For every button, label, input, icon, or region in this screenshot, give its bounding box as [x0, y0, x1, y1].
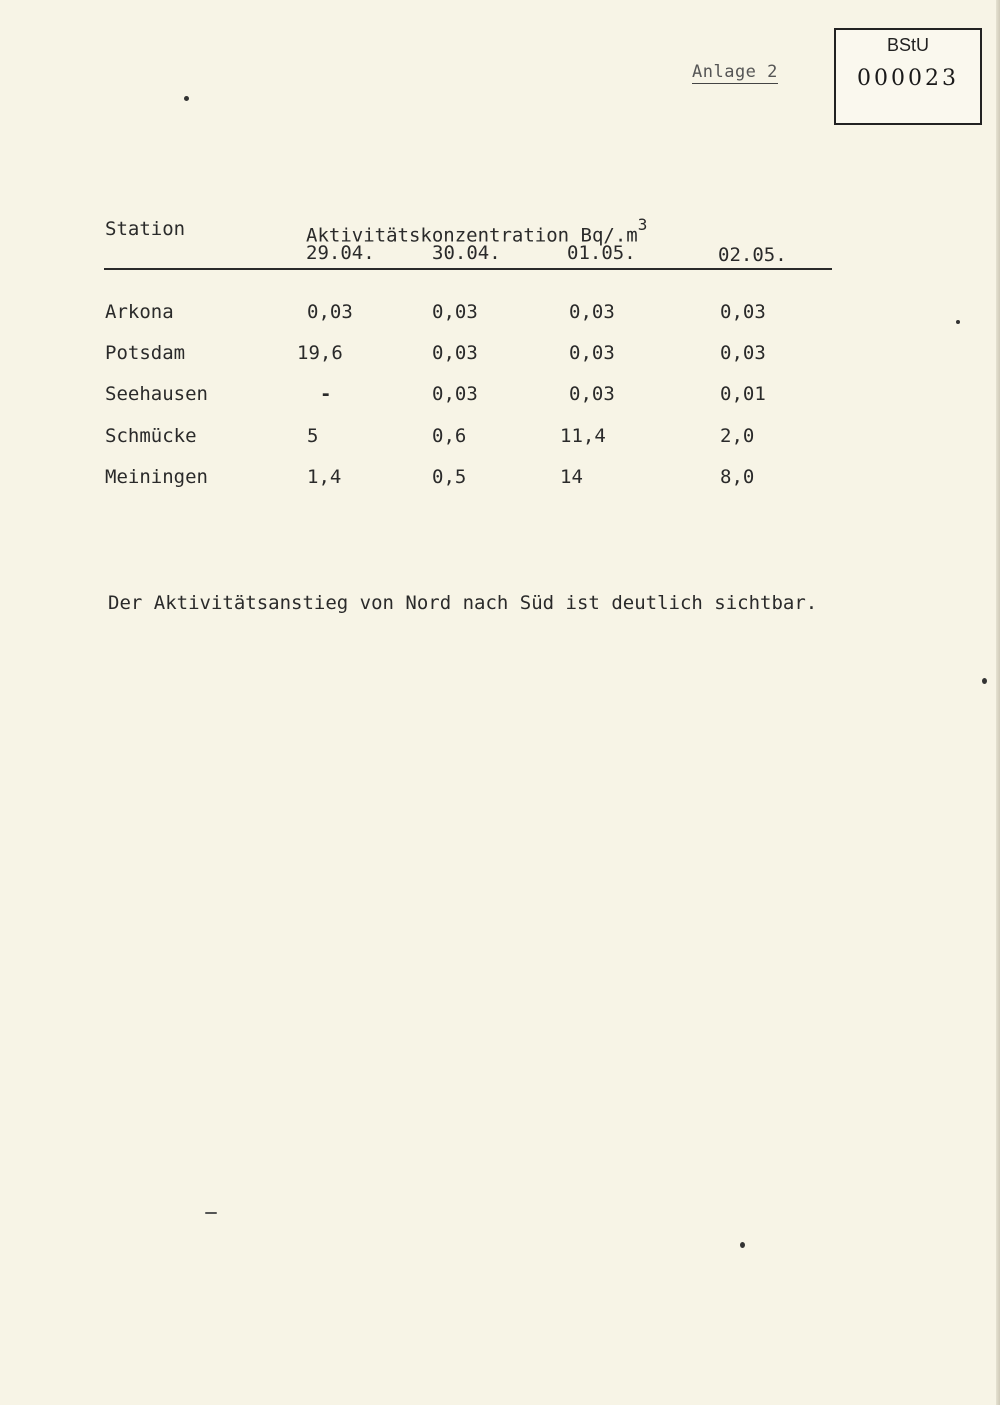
- value-cell: 0,03: [720, 342, 766, 364]
- value-cell: 11,4: [560, 425, 606, 447]
- value-cell: 14: [560, 466, 583, 488]
- value-cell: 2,0: [720, 425, 755, 447]
- appendix-label: Anlage 2: [692, 62, 778, 82]
- value-cell: 0,03: [569, 342, 615, 364]
- stamp-label: BStU: [886, 35, 929, 55]
- station-name: Schmücke: [105, 425, 197, 447]
- date-header-3: 01.05.: [567, 242, 636, 264]
- value-cell: 5: [307, 425, 319, 447]
- value-cell: 0,03: [720, 301, 766, 323]
- station-column-header: Station: [105, 218, 186, 240]
- date-header-4: 02.05.: [718, 244, 787, 266]
- measure-header-text: Aktivitätskonzentration Bq/.m: [306, 224, 638, 247]
- page-edge: [996, 0, 1000, 1405]
- value-cell: 0,03: [432, 383, 478, 405]
- value-cell: -: [320, 383, 332, 405]
- conclusion-text: Der Aktivitätsanstieg von Nord nach Süd ist deutlich sichtbar.: [108, 592, 818, 614]
- value-cell: 0,5: [432, 466, 467, 488]
- measure-unit-superscript: 3: [637, 215, 648, 234]
- header-rule: [104, 268, 832, 270]
- value-cell: 1,4: [307, 466, 342, 488]
- scan-speck: [740, 1242, 745, 1248]
- value-cell: 19,6: [297, 342, 343, 364]
- scan-speck: [982, 678, 987, 684]
- value-cell: 0,03: [432, 342, 478, 364]
- scan-speck: [956, 320, 960, 324]
- value-cell: 0,03: [569, 383, 615, 405]
- date-header-2: 30.04.: [432, 242, 501, 264]
- bstu-stamp: [834, 28, 982, 125]
- station-name: Potsdam: [105, 342, 186, 364]
- value-cell: 0,03: [569, 301, 615, 323]
- value-cell: 8,0: [720, 466, 755, 488]
- value-cell: 0,01: [720, 383, 766, 405]
- station-name: Arkona: [105, 301, 174, 323]
- stamp-number: 000023: [857, 66, 959, 91]
- scan-speck: [184, 96, 189, 101]
- value-cell: 0,03: [432, 301, 478, 323]
- value-cell: 0,03: [307, 301, 353, 323]
- value-cell: 0,6: [432, 425, 467, 447]
- station-name: Meiningen: [105, 466, 208, 488]
- date-header-1: 29.04.: [306, 242, 375, 264]
- scan-speck: [205, 1212, 217, 1214]
- station-name: Seehausen: [105, 383, 208, 405]
